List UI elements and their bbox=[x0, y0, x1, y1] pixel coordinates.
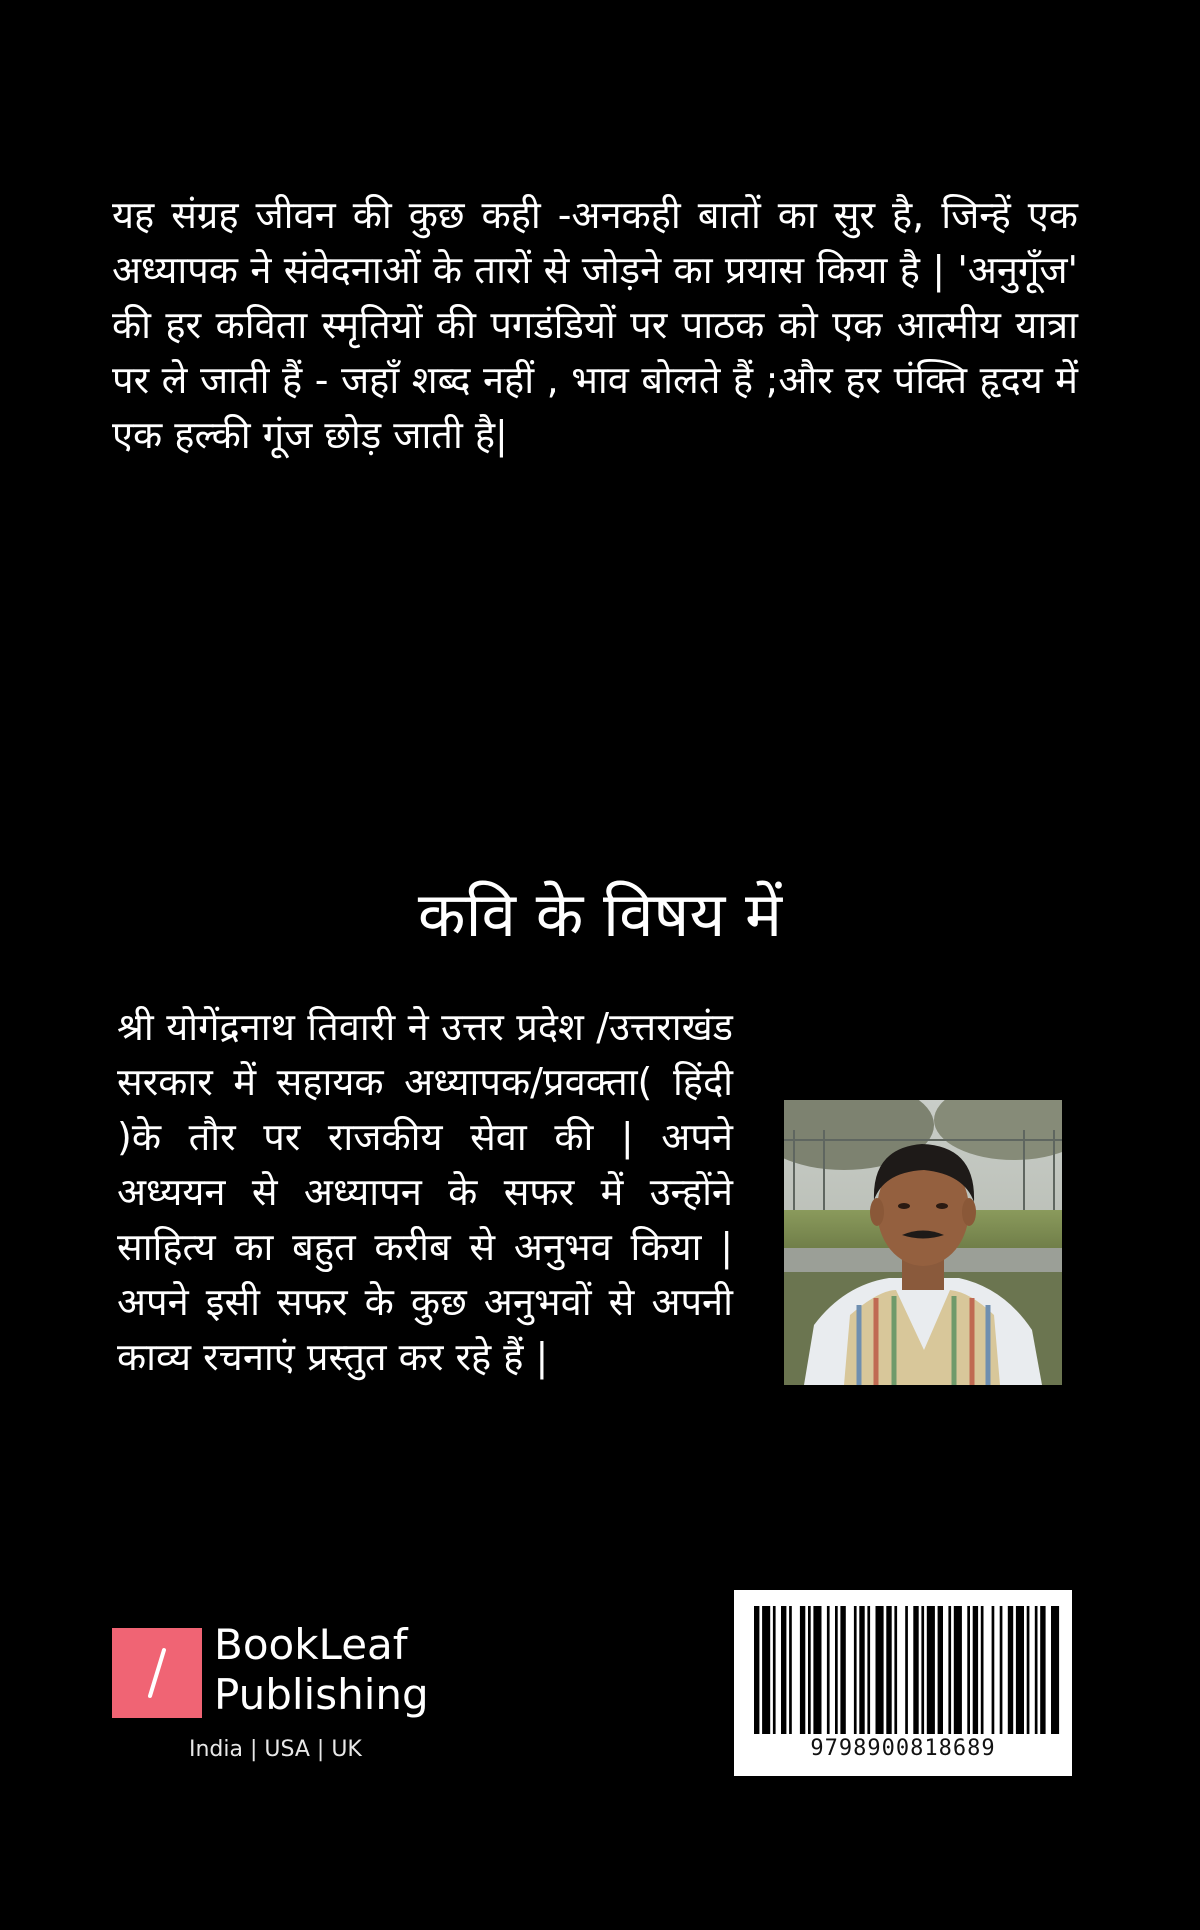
isbn-number: 9798900818689 bbox=[810, 1736, 996, 1761]
barcode-bar bbox=[808, 1606, 811, 1734]
barcode-bar bbox=[773, 1606, 776, 1734]
barcode-bar bbox=[954, 1606, 962, 1734]
barcode-bar bbox=[854, 1606, 857, 1734]
barcode-bar bbox=[973, 1606, 978, 1734]
barcode-bar bbox=[921, 1606, 924, 1734]
barcode-bar bbox=[1027, 1606, 1030, 1734]
barcode-bar bbox=[1000, 1606, 1003, 1734]
barcode-bar bbox=[913, 1606, 918, 1734]
publisher-logo bbox=[112, 1620, 442, 1778]
barcode-bar bbox=[762, 1606, 770, 1734]
barcode-bar bbox=[754, 1606, 759, 1734]
back-cover-blurb: यह संग्रह जीवन की कुछ कही -अनकही बातों का सुर है, जिन्हें एक अध्यापक ने संवेदनाओं के तारों से जोड़ने का प्रयास किया है | 'अनुगूँज' की हर कविता स्मृतियों की पगडंडियों पर पाठक को एक आत्मीय यात्रा पर ले जाती हैं - जहाँ शब्द नहीं , भाव बोलते हैं ;और हर पंक्ति हृदय में एक हल्की गूंज छोड़ जाती है| bbox=[112, 193, 1078, 457]
barcode-bar bbox=[835, 1606, 838, 1734]
barcode-bar bbox=[867, 1606, 870, 1734]
barcode-bar bbox=[1016, 1606, 1024, 1734]
barcode-bar bbox=[800, 1606, 805, 1734]
barcode-bar bbox=[1051, 1606, 1059, 1734]
barcode-bar bbox=[781, 1606, 786, 1734]
barcode-bar bbox=[992, 1606, 995, 1734]
barcode-bar bbox=[1040, 1606, 1045, 1734]
publisher-name bbox=[214, 1620, 429, 1720]
barcode-bar bbox=[827, 1606, 830, 1734]
barcode-bar bbox=[876, 1606, 884, 1734]
isbn-barcode bbox=[734, 1590, 1072, 1776]
barcode-bar bbox=[967, 1606, 970, 1734]
barcode-bar bbox=[894, 1606, 897, 1734]
publisher-name-line2: Publishing bbox=[214, 1670, 429, 1719]
barcode-bar bbox=[1008, 1606, 1013, 1734]
publisher-regions: India | USA | UK bbox=[189, 1737, 362, 1762]
publisher-logo-mark bbox=[112, 1628, 202, 1718]
author-photo bbox=[784, 1100, 1062, 1385]
publisher-name-line1: BookLeaf bbox=[214, 1620, 408, 1669]
barcode-bar bbox=[1035, 1606, 1038, 1734]
barcode-bar bbox=[813, 1606, 821, 1734]
barcode-bar bbox=[840, 1606, 845, 1734]
barcode-bar bbox=[905, 1606, 908, 1734]
barcode-bar bbox=[886, 1606, 891, 1734]
about-poet-heading: कवि के विषय में bbox=[417, 878, 783, 951]
barcode-bar bbox=[789, 1606, 792, 1734]
barcode-bar bbox=[927, 1606, 935, 1734]
author-bio: श्री योगेंद्रनाथ तिवारी ने उत्तर प्रदेश /उत्तराखंड सरकार में सहायक अध्यापक/प्रवक्ता( हिंदी )के तौर पर राजकीय सेवा की | अपने अध्ययन से अध्यापन के सफर में उन्होंने साहित्य का बहुत करीब से अनुभव किया | अपने इसी सफर के कुछ अनुभवों से अपनी काव्य रचनाएं प्रस्तुत कर रहे हैं | bbox=[117, 1005, 733, 1379]
barcode-bar bbox=[981, 1606, 984, 1734]
barcode-bar bbox=[859, 1606, 864, 1734]
barcode-bar bbox=[938, 1606, 943, 1734]
barcode-bar bbox=[948, 1606, 951, 1734]
